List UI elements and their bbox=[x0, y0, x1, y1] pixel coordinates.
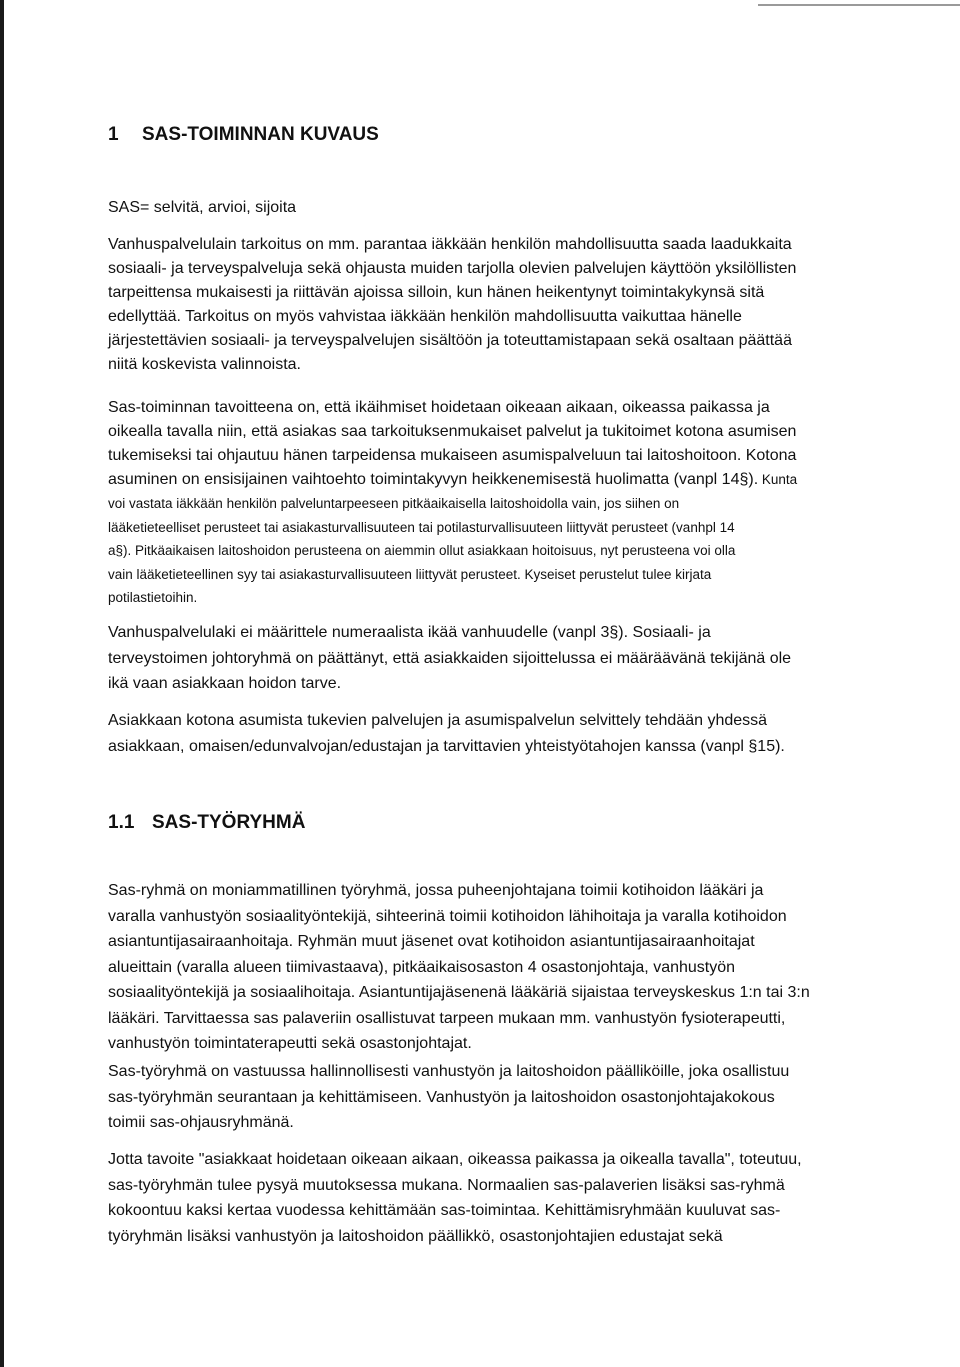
text-line: SAS= selvitä, arvioi, sijoita bbox=[108, 199, 297, 216]
paragraph-group-responsibility bbox=[108, 1059, 893, 1136]
text-line bbox=[108, 468, 893, 492]
text-line: edellyttää. Tarkoitus on myös vahvistaa iäkkään henkilön mahdollisuutta vaikuttaa hänelle bbox=[108, 308, 742, 325]
text-line: vanhustyön toimintaterapeutti sekä osastonjohtajat. bbox=[108, 1035, 472, 1052]
section-number: 1 bbox=[108, 124, 119, 145]
text-line: voi vastata iäkkään henkilön palveluntarpeeseen pitkäaikaisella laitoshoidolla vain, jos siihen on bbox=[108, 496, 680, 511]
text-line: sosiaalityöntekijä ja sosiaalihoitaja. Asiantuntijajäsenenä lääkäriä sijaistaa terveyskeskus 1:n tai 3:n bbox=[108, 984, 810, 1001]
text-line: lääketieteelliset perusteet tai asiakasturvallisuuteen tai potilasturvallisuuteen liittyvät perusteet (vanhpl 14 bbox=[108, 519, 735, 535]
text-line: sosiaali- ja terveyspalveluja sekä ohjausta muiden tarjolla olevien palvelujen käyttöön yksilöllisten bbox=[108, 260, 797, 277]
section-heading-1 bbox=[108, 124, 898, 146]
paragraph-law-purpose bbox=[108, 233, 893, 377]
text-line: varalla vanhustyön sosiaalityöntekijä, sihteerinä toimii kotihoidon lähihoitaja ja varalla kotihoidon bbox=[108, 907, 787, 925]
text-line: sas-työryhmän seurantaan ja kehittämiseen. Vanhustyön ja laitoshoidon osastonjohtajakokous bbox=[108, 1088, 775, 1106]
text-line: Asiakkaan kotona asumista tukevien palvelujen ja asumispalvelun selvittely tehdään yhdessä bbox=[108, 712, 768, 729]
text-line: tarpeittensa mukaisesti ja riittävän ajoissa silloin, kun hänen heikentynyt toimintakykynsä sitä bbox=[108, 284, 765, 301]
text-line: tukemiseksi tai ohjautuu hänen tarpeidensa mukaiseen asumispalveluun tai laitoshoitoon. Kotona bbox=[108, 447, 797, 464]
scan-edge-top bbox=[758, 4, 960, 6]
text-line: alueittain (varalla alueen tiimivastaava), pitkäaikaisosaston 4 osastonjohtaja, vanhustyön bbox=[108, 958, 736, 976]
paragraph-sas-definition bbox=[108, 196, 893, 220]
text-line: niitä koskevista valinnoista. bbox=[108, 356, 301, 373]
text-line: työryhmän lisäksi vanhustyön ja laitoshoidon päällikkö, osastonjohtajien edustajat sekä bbox=[108, 1227, 723, 1245]
paragraph-home-living-support bbox=[108, 708, 893, 759]
subsection-number: 1.1 bbox=[108, 812, 135, 833]
text-run-small: Kunta bbox=[758, 472, 798, 487]
text-line: oikealla tavalla niin, että asiakas saa tarkoituksenmukaiset palvelut ja tukitoimet kotona asumisen bbox=[108, 423, 797, 440]
text-line: Vanhuspalvelulaki ei määrittele numeraalista ikää vanhuudelle (vanpl 3§). Sosiaali- ja bbox=[108, 624, 711, 641]
text-line: potilastietoihin. bbox=[108, 590, 198, 605]
text-line: lääkäri. Tarvittaessa sas palaveriin osallistuvat tarpeen mukaan mm. vanhustyön fysioterapeutti, bbox=[108, 1009, 786, 1027]
text-line: kokoontuu kaksi kertaa vuodessa kehittämään sas-toimintaa. Kehittämisryhmään kuuluvat sas- bbox=[108, 1202, 781, 1219]
paragraph-sas-goal bbox=[108, 396, 893, 610]
text-line: järjestettävien sosiaali- ja terveyspalvelujen sisältöön ja toteuttamistapaan sekä osaltaan päättää bbox=[108, 332, 792, 349]
text-line: asiantuntijasairaanhoitaja. Ryhmän muut jäsenet ovat kotihoidon asiantuntijasairaanhoitajat bbox=[108, 933, 755, 950]
paragraph-age-definition bbox=[108, 620, 893, 697]
text-line: sas-työryhmän tulee pysyä muutoksessa mukana. Normaalien sas-palaverien lisäksi sas-ryhmä bbox=[108, 1176, 785, 1194]
text-run: asuminen on ensisijainen vaihtoehto toimintakyvyn heikkenemisestä huolimatta (vanpl 14§). bbox=[108, 471, 759, 488]
text-line: asiakkaan, omaisen/edunvalvojan/edustajan ja tarvittavien yhteistyötahojen kanssa (vanpl §15). bbox=[108, 737, 785, 755]
text-line: Sas-toiminnan tavoitteena on, että ikäihmiset hoidetaan oikeaan aikaan, oikeassa paikassa ja bbox=[108, 399, 770, 416]
text-line: ikä vaan asiakkaan hoidon tarve. bbox=[108, 675, 342, 692]
text-line: Vanhuspalvelulain tarkoitus on mm. parantaa iäkkään henkilön mahdollisuutta saada laadukkaita bbox=[108, 236, 792, 253]
paragraph-group-composition bbox=[108, 878, 893, 1057]
text-line: a§). Pitkäaikaisen laitoshoidon perusteena on aiemmin ollut asiakkaan hoitoisuus, nyt perusteena voi olla bbox=[108, 543, 736, 558]
text-line: Sas-työryhmä on vastuussa hallinnollisesti vanhustyön ja laitoshoidon päälliköille, joka osallistuu bbox=[108, 1063, 790, 1080]
text-line: Sas-ryhmä on moniammatillinen työryhmä, jossa puheenjohtajana toimii kotihoidon lääkäri ja bbox=[108, 882, 764, 899]
text-line: toimii sas-ohjausryhmänä. bbox=[108, 1114, 294, 1131]
scan-edge-left bbox=[0, 0, 4, 1367]
text-line: vain lääketieteellinen syy tai asiakasturvallisuuteen liittyvät perusteet. Kyseiset perustelut tulee kirjata bbox=[108, 566, 712, 582]
subsection-title: SAS-TYÖRYHMÄ bbox=[152, 812, 306, 833]
text-line: terveystoimen johtoryhmä on päättänyt, että asiakkaiden sijoittelussa ei määräävänä tekijänä ole bbox=[108, 649, 792, 667]
paragraph-group-development bbox=[108, 1147, 893, 1249]
text-line: Jotta tavoite "asiakkaat hoidetaan oikeaan aikaan, oikeassa paikassa ja oikealla tavalla", toteutuu, bbox=[108, 1151, 802, 1168]
subsection-heading bbox=[108, 812, 898, 834]
section-title: SAS-TOIMINNAN KUVAUS bbox=[142, 124, 379, 145]
